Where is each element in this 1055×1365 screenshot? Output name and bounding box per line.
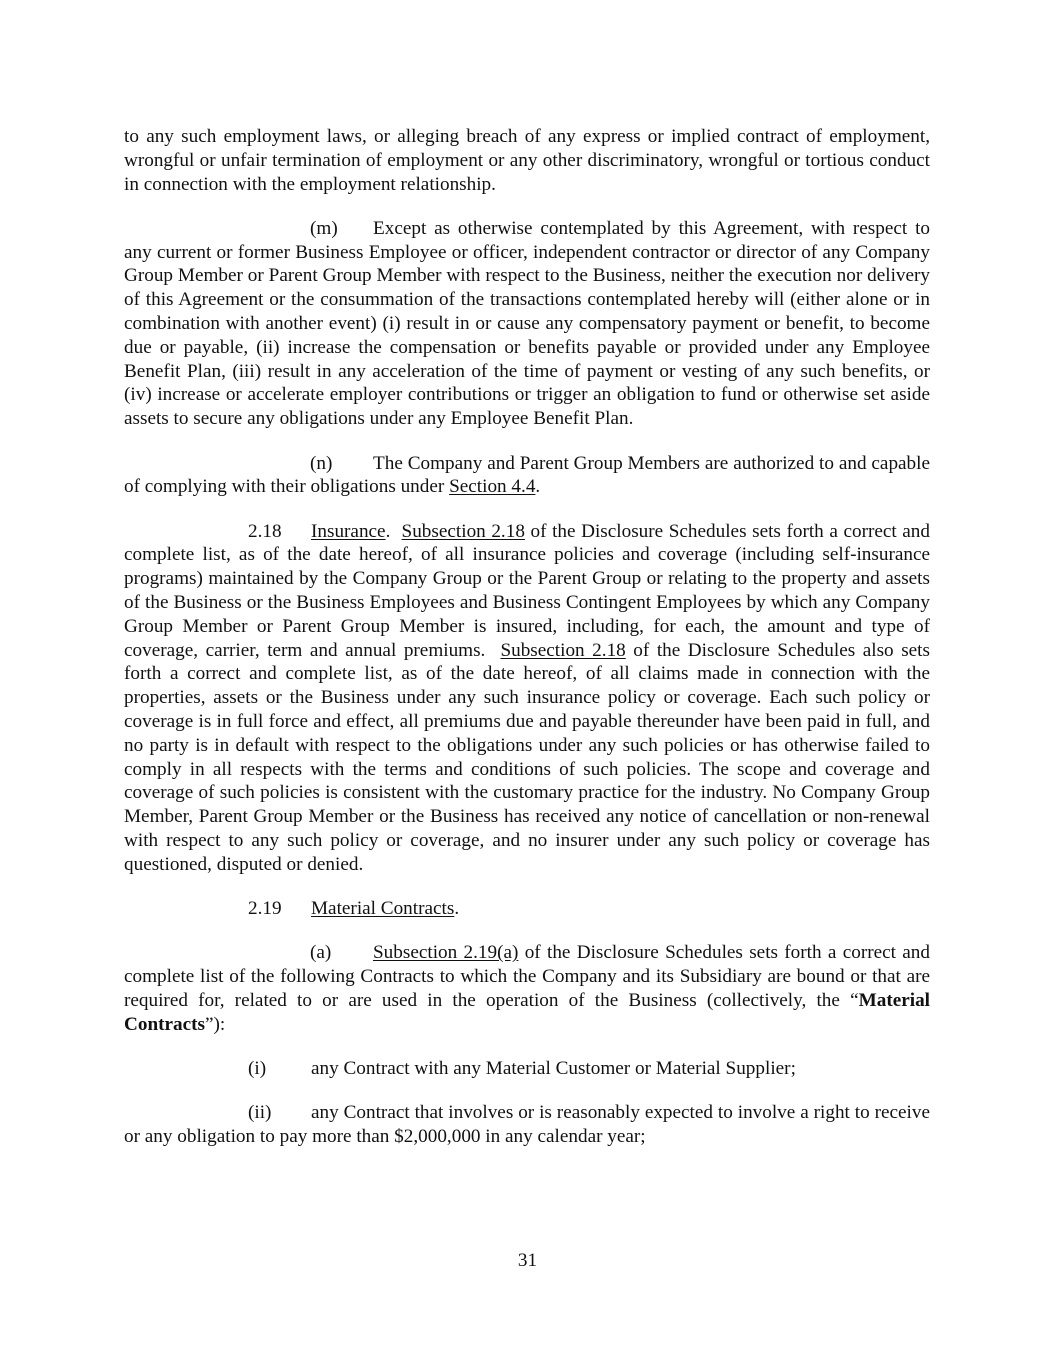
item-i-label: (i) bbox=[248, 1058, 267, 1080]
clause-m-text: Except as otherwise contemplated by this Agreement, with respect to any current or former Business Employee or officer, independent contractor or director of any Company Group Member or Parent Group Member with respect to the Business, neither the execution nor delivery of this Agreement or the consummation of the transactions contemplated hereby will (either alone or in combination with another event) (i) result in or cause any compensatory payment or benefit, to become due or payable, (ii) increase the compensation or benefits payable or provided under any Employee Benefit Plan, (iii) result in any acceleration of the time of payment or vesting of any such benefits, or (iv) increase or accelerate employer contributions or trigger an obligation to fund or otherwise set aside assets to secure any obligations under any Employee Benefit Plan. bbox=[124, 217, 930, 430]
section-2-19-number: 2.19 bbox=[248, 898, 282, 920]
clause-n-label: (n) bbox=[310, 452, 333, 474]
clause-a-text: of the Disclosure Schedules sets forth a correct and complete list of the following Contracts to which the Company and its Subsidiary are bound or that are required for, related to or are used in the operation of the Business (collectively, the “ bbox=[124, 942, 930, 1011]
section-2-19 bbox=[124, 897, 930, 921]
material-contracts-defined-term: Material Contracts bbox=[124, 990, 930, 1035]
clause-a-end: ”): bbox=[205, 1013, 226, 1035]
item-i-text: any Contract with any Material Customer or Material Supplier; bbox=[311, 1058, 796, 1080]
item-ii-text: any Contract that involves or is reasonably expected to involve a right to receive or any obligation to pay more than $2,000,000 in any calendar year; bbox=[124, 1102, 930, 1148]
document-body bbox=[124, 125, 930, 1169]
section-2-18-heading: Insurance bbox=[311, 520, 386, 542]
clause-n bbox=[124, 452, 930, 500]
section-2-18-text-1: of the Disclosure Schedules sets forth a correct and complete list, as of the date hereof, of all insurance policies and coverage (including self-insurance programs) maintained by the Company Group or the Parent Group or relating to the property and assets of the Business or the Business Employees and Business Contingent Employees by which any Company Group Member or Parent Group Member is insured, including, for each, the amount and type of coverage, carrier, term and annual premiums. bbox=[124, 520, 930, 661]
subsection-2-19a-reference: Subsection 2.19(a) bbox=[373, 942, 519, 964]
item-ii bbox=[124, 1101, 930, 1149]
section-4-4-reference: Section 4.4 bbox=[449, 476, 536, 498]
section-2-18-number: 2.18 bbox=[248, 520, 282, 542]
section-2-18-heading-end: . bbox=[385, 520, 391, 542]
subsection-2-18-reference-2: Subsection 2.18 bbox=[500, 639, 626, 661]
subsection-2-18-reference-1: Subsection 2.18 bbox=[401, 520, 525, 542]
clause-a bbox=[124, 941, 930, 1036]
paragraph-intro-text: to any such employment laws, or alleging breach of any express or implied contract of employment, wrongful or unfair termination of employment or any other discriminatory, wrongful or tortious conduct in connection with the employment relationship. bbox=[124, 126, 930, 195]
section-2-19-heading: Material Contracts bbox=[311, 898, 455, 920]
paragraph-intro bbox=[124, 125, 930, 196]
section-2-18-text-2: of the Disclosure Schedules also sets forth a correct and complete list, as of the date hereof, of all claims made in connection with the properties, assets or the Business under any such insurance policy or coverage. Each such policy or coverage is in full force and effect, all premiums due and payable thereunder have been paid in full, and no party is in default with respect to the obligations under any such policies or has otherwise failed to comply in all respects with the terms and conditions of such policies. The scope and coverage and coverage of such policies is consistent with the customary practice for the industry. No Company Group Member, Parent Group Member or the Business has received any notice of cancellation or non-renewal with respect to any such policy or coverage, and no insurer under any such policy or coverage has questioned, disputed or denied. bbox=[124, 639, 930, 875]
item-i bbox=[124, 1057, 930, 1081]
page-number: 31 bbox=[517, 1250, 538, 1271]
section-2-19-heading-end: . bbox=[454, 898, 460, 920]
section-2-18 bbox=[124, 520, 930, 877]
clause-n-end: . bbox=[535, 476, 541, 498]
clause-n-text: The Company and Parent Group Members are authorized to and capable of complying with their obligations under bbox=[124, 452, 930, 498]
clause-m-label: (m) bbox=[310, 217, 338, 239]
clause-m bbox=[124, 217, 930, 431]
clause-a-label: (a) bbox=[310, 942, 332, 964]
item-ii-label: (ii) bbox=[248, 1102, 272, 1124]
